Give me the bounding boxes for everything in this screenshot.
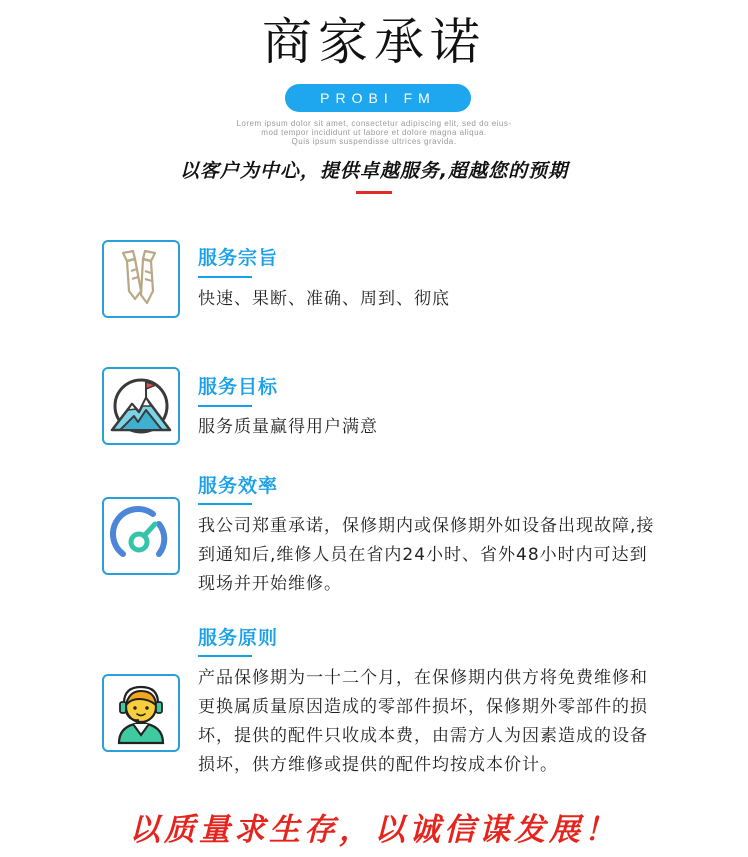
- tie-icon: [111, 247, 171, 311]
- section-underline: [198, 405, 252, 407]
- lorem-line: Quis ipsum suspendisse ultrices gravida.: [291, 137, 457, 146]
- section-underline: [198, 503, 252, 505]
- service-goal-icon-box: [102, 367, 180, 445]
- service-principle-icon-box: [102, 674, 180, 752]
- service-efficiency-icon-box: [102, 497, 180, 575]
- lorem-text-block: [0, 119, 748, 146]
- section-title-principle: 服务原则: [198, 627, 279, 649]
- section-title-efficiency: 服务效率: [198, 475, 279, 497]
- service-purpose-icon-box: [102, 240, 180, 318]
- section-underline: [198, 276, 252, 278]
- lorem-line: mod tempor incididunt ut labore et dolore magna aliqua.: [261, 128, 487, 137]
- red-divider: [356, 191, 392, 194]
- mountain-flag-icon: [108, 374, 174, 438]
- section-text-principle: 产品保修期为一十二个月，在保修期内供方将免费维修和更换属质量原因造成的零部件损坏，保修期外零部件的损坏，提供的配件只收成本费，由需方人为因素造成的设备损坏，供方维修或提供的配件均按成本价计。: [198, 668, 648, 775]
- section-underline: [198, 655, 252, 657]
- section-title-purpose: 服务宗旨: [198, 247, 279, 269]
- section-text-goal: 服务质量赢得用户满意: [198, 417, 378, 437]
- page-title: 商家承诺: [262, 13, 486, 71]
- lorem-line: Lorem ipsum dolor sit amet, consectetur adipiscing elit, sed do eius-: [236, 119, 512, 128]
- section-text-purpose: 快速、果断、准确、周到、彻底: [198, 289, 450, 309]
- section-title-goal: 服务目标: [198, 376, 279, 398]
- speedometer-icon: [109, 504, 173, 568]
- footer-motto: 以质量求生存，以诚信谋发展！: [129, 812, 619, 848]
- brand-badge: PROBI FM: [285, 84, 471, 112]
- slogan: 以客户为中心，提供卓越服务,超越您的预期: [179, 160, 569, 182]
- section-text-efficiency: 我公司郑重承诺，保修期内或保修期外如设备出现故障,接到通知后,维修人员在省内24小时、省外48小时内可达到现场并开始维修。: [198, 516, 655, 594]
- customer-service-agent-icon: [111, 681, 171, 745]
